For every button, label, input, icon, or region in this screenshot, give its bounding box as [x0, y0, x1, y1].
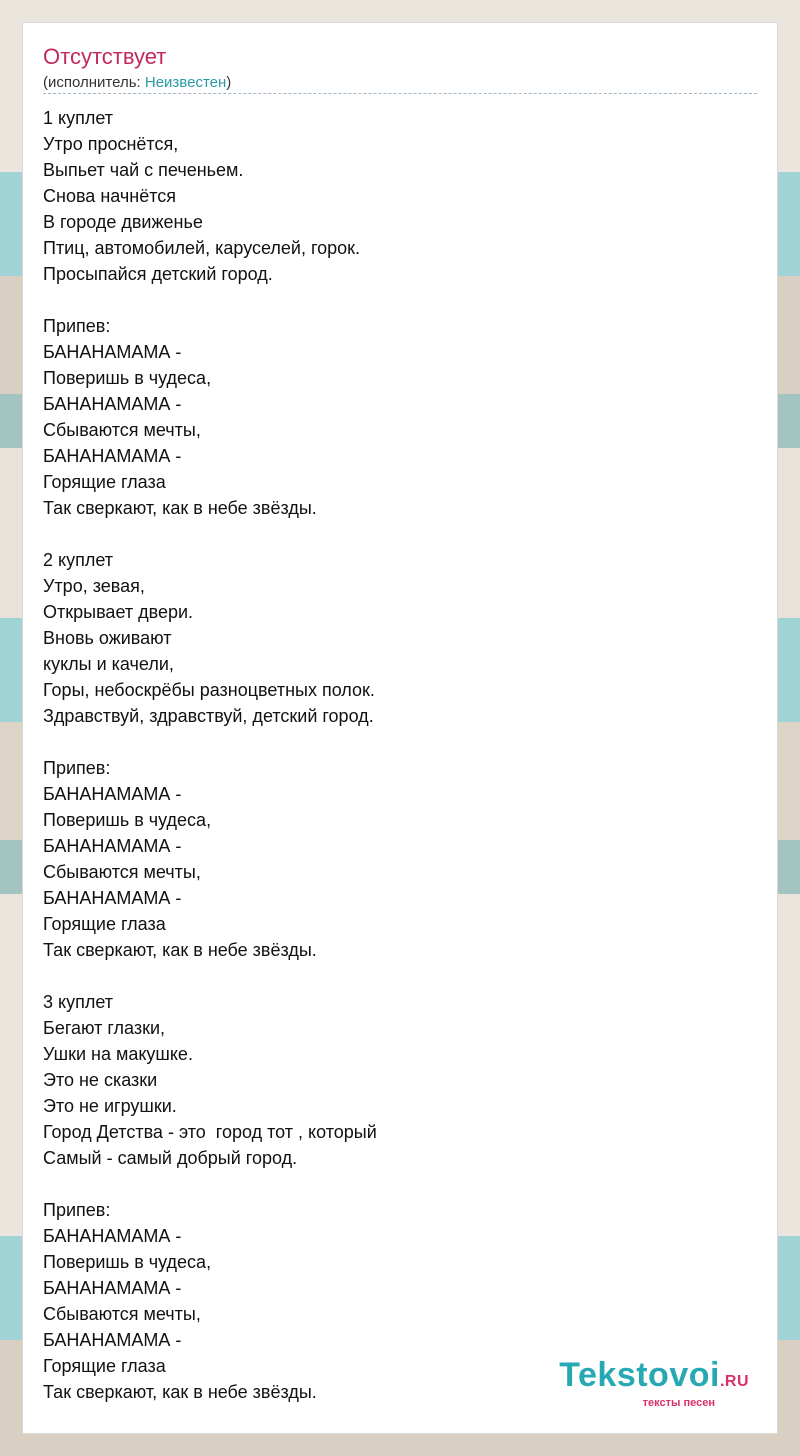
lyric-line: БАНАНАМАМА -: [43, 1226, 182, 1246]
logo-tagline: тексты песен: [642, 1397, 715, 1409]
lyric-line: [43, 729, 743, 755]
lyric-line: Сбываются мечты,: [43, 420, 201, 440]
lyric-line: БАНАНАМАМА -: [43, 888, 182, 908]
lyric-line: Припев:: [43, 1200, 111, 1220]
lyric-line: Самый - самый добрый город.: [43, 1148, 298, 1168]
logo-domain: .RU: [719, 1373, 749, 1390]
lyric-line: 3 куплет: [43, 992, 113, 1012]
lyric-line: Поверишь в чудеса,: [43, 1252, 212, 1272]
lyric-line: Горящие глаза: [43, 914, 166, 934]
lyric-line: Это не сказки: [43, 1070, 158, 1090]
lyric-line: Выпьет чай с печеньем.: [43, 160, 244, 180]
lyric-line: [43, 287, 743, 313]
lyric-line: куклы и качели,: [43, 654, 174, 674]
lyric-line: Утро, зевая,: [43, 576, 145, 596]
song-title: Отсутствует: [43, 44, 167, 69]
lyric-line: Так сверкают, как в небе звёзды.: [43, 940, 317, 960]
lyric-line: Поверишь в чудеса,: [43, 810, 212, 830]
lyric-line: Сбываются мечты,: [43, 862, 201, 882]
divider: [43, 93, 757, 94]
lyric-line: Горы, небоскрёбы разноцветных полок.: [43, 680, 375, 700]
lyric-line: [43, 963, 743, 989]
lyric-line: БАНАНАМАМА -: [43, 342, 182, 362]
lyric-line: Ушки на макушке.: [43, 1044, 193, 1064]
lyric-line: Поверишь в чудеса,: [43, 368, 212, 388]
lyric-line: БАНАНАМАМА -: [43, 1330, 182, 1350]
lyric-line: БАНАНАМАМА -: [43, 784, 182, 804]
lyric-line: В городе движенье: [43, 212, 203, 232]
lyric-line: Припев:: [43, 758, 111, 778]
lyric-line: Просыпайся детский город.: [43, 264, 273, 284]
lyric-line: Сбываются мечты,: [43, 1304, 201, 1324]
lyric-line: 1 куплет: [43, 108, 113, 128]
performer-line: [43, 73, 231, 93]
site-logo[interactable]: [559, 1358, 749, 1409]
lyric-line: БАНАНАМАМА -: [43, 446, 182, 466]
lyric-line: Снова начнётся: [43, 186, 176, 206]
performer-prefix: (исполнитель:: [43, 74, 145, 91]
lyric-line: БАНАНАМАМА -: [43, 394, 182, 414]
lyric-line: Так сверкают, как в небе звёзды.: [43, 498, 317, 518]
lyric-line: [43, 521, 743, 547]
lyric-line: Бегают глазки,: [43, 1018, 166, 1038]
lyric-line: Открывает двери.: [43, 602, 194, 622]
lyrics-card: [22, 22, 778, 1434]
lyric-line: Птиц, автомобилей, каруселей, горок.: [43, 238, 361, 258]
lyric-line: [43, 1171, 743, 1197]
performer-link[interactable]: Неизвестен: [144, 74, 227, 91]
lyric-line: Город Детства - это город тот , который: [43, 1122, 377, 1142]
lyric-line: БАНАНАМАМА -: [43, 1278, 182, 1298]
lyrics-text: [43, 105, 743, 1405]
performer-suffix: ): [226, 74, 232, 91]
lyric-line: Это не игрушки.: [43, 1096, 177, 1116]
lyric-line: Горящие глаза: [43, 1356, 166, 1376]
lyric-line: Утро проснётся,: [43, 134, 179, 154]
lyric-line: БАНАНАМАМА -: [43, 836, 182, 856]
lyric-line: Так сверкают, как в небе звёзды.: [43, 1382, 317, 1402]
lyric-line: Здравствуй, здравствуй, детский город.: [43, 706, 374, 726]
lyric-line: 2 куплет: [43, 550, 113, 570]
lyric-line: Вновь оживают: [43, 628, 172, 648]
lyric-line: Припев:: [43, 316, 111, 336]
logo-text: Tekstovoi: [559, 1356, 720, 1394]
lyric-line: Горящие глаза: [43, 472, 166, 492]
